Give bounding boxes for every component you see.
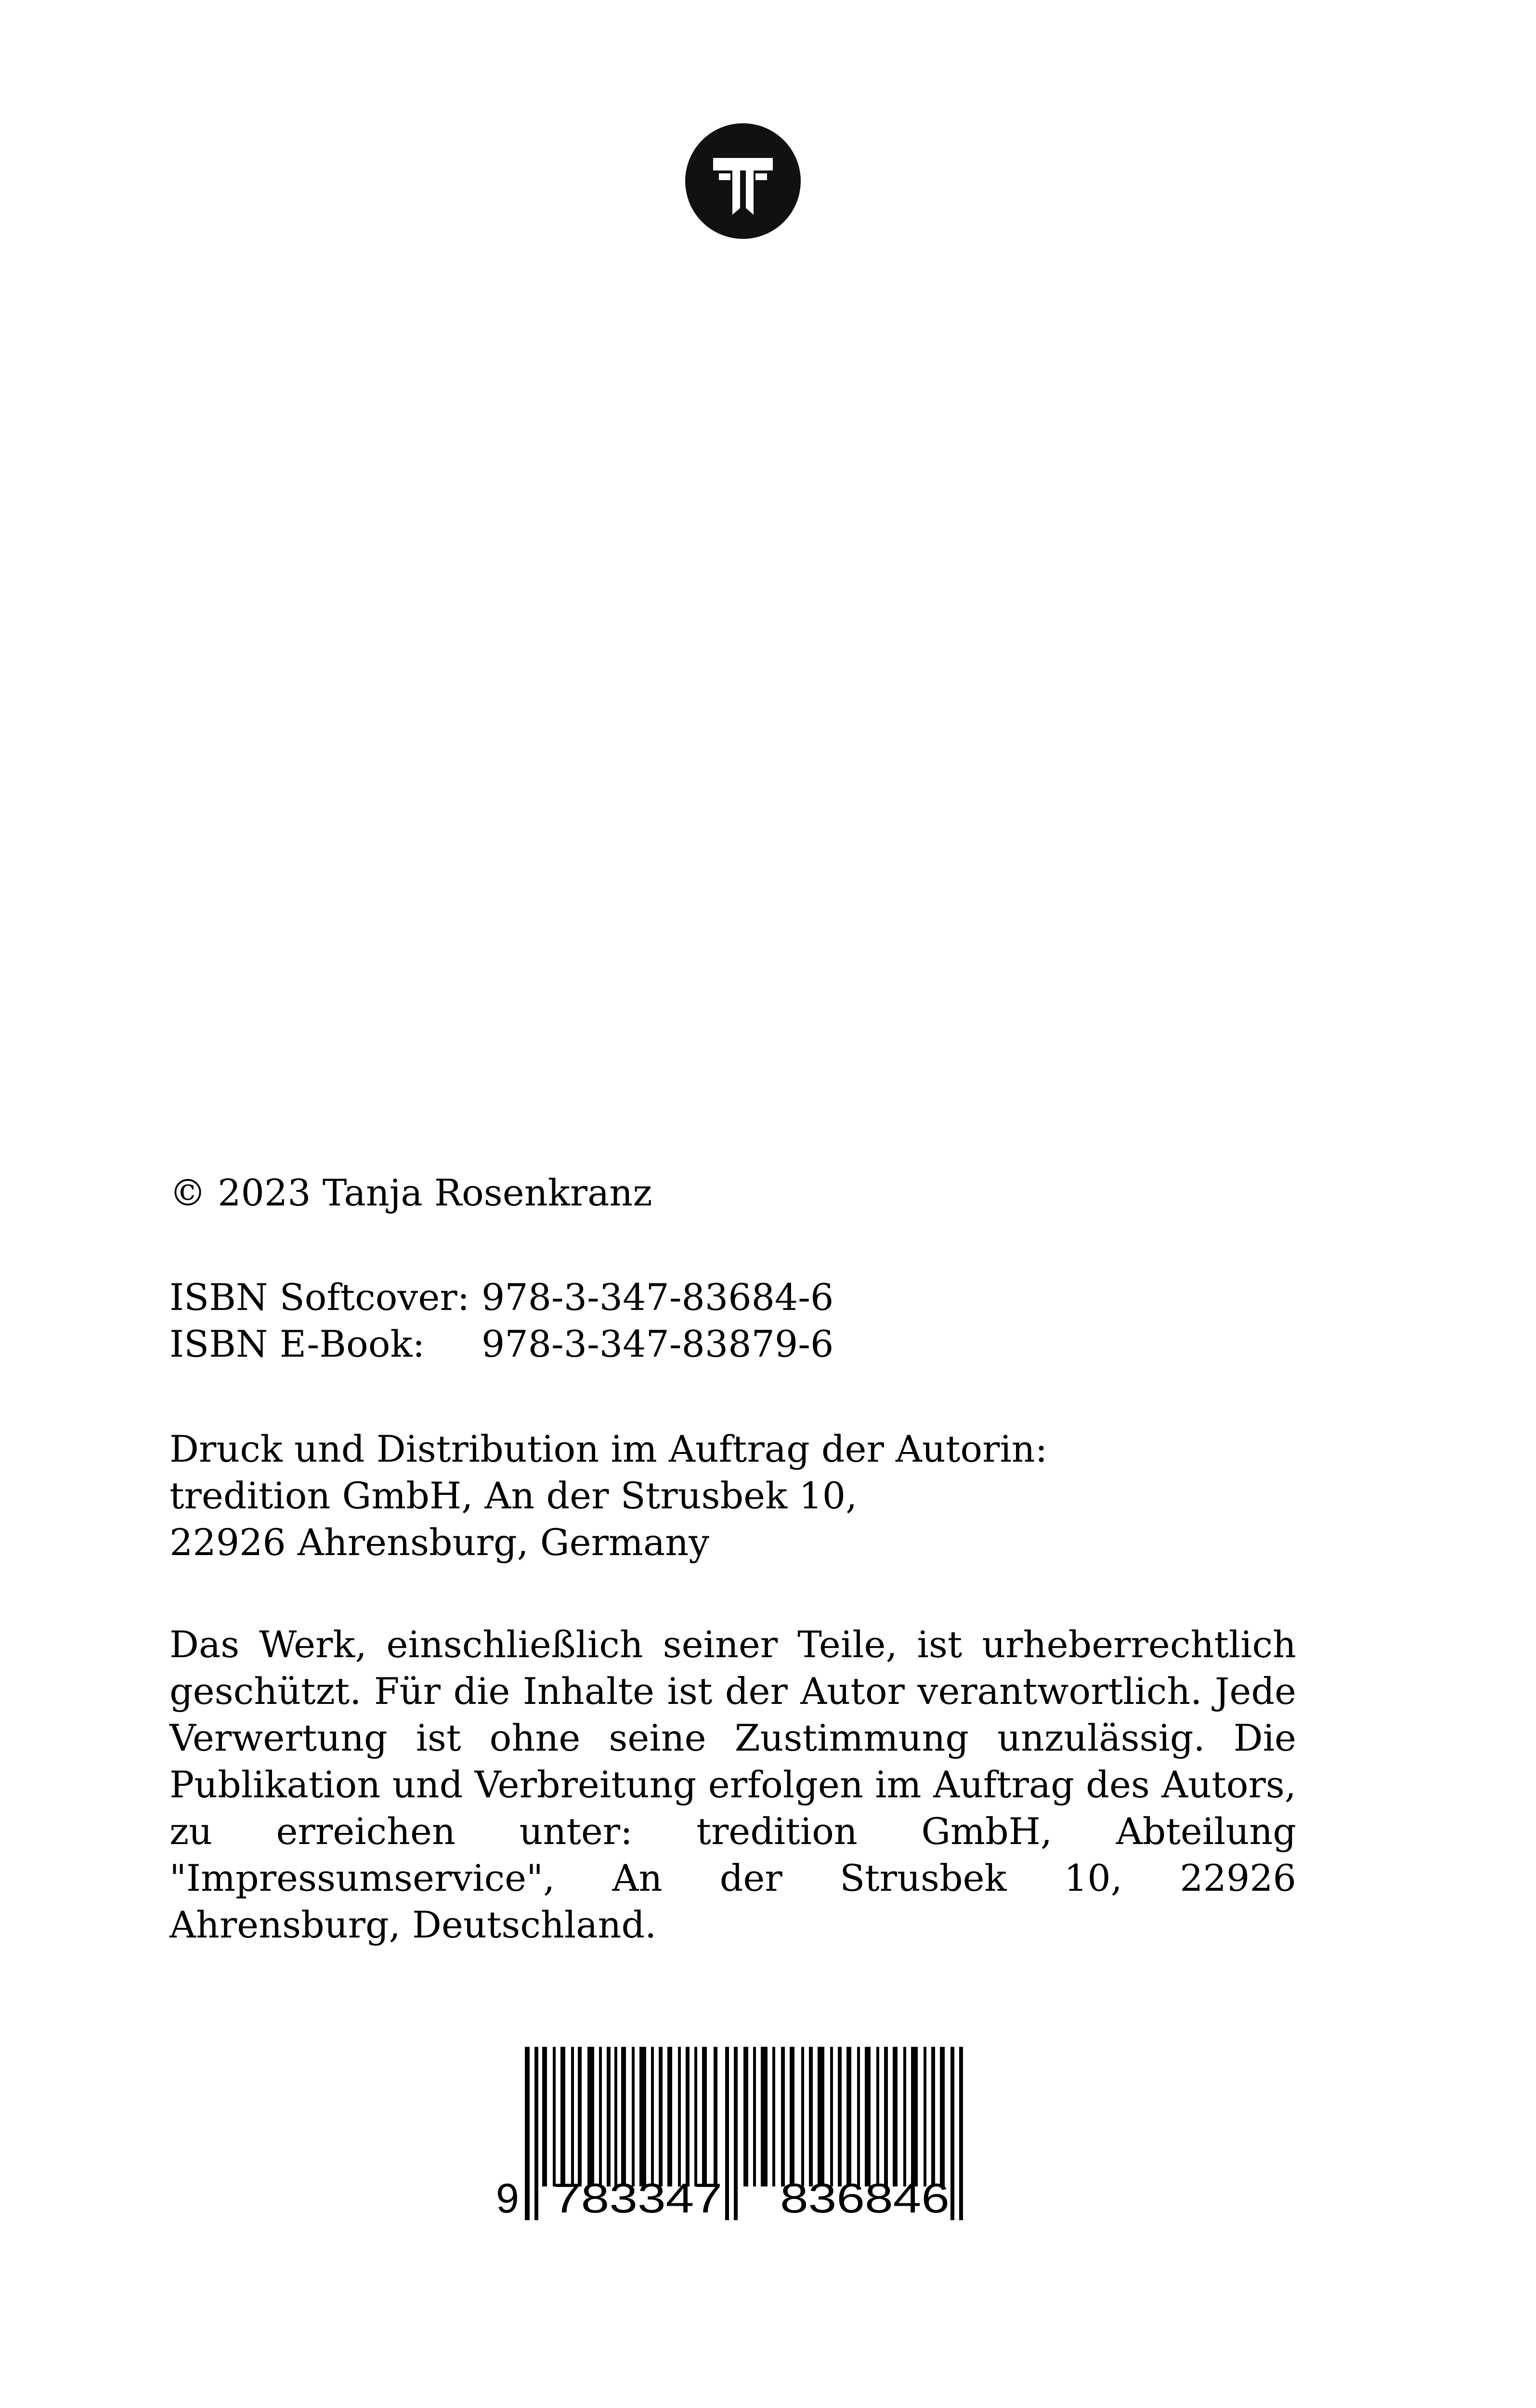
- barcode-bar: [838, 2047, 842, 2186]
- isbn-block: [169, 1274, 1296, 1367]
- barcode-bar: [781, 2047, 785, 2186]
- barcode-bar: [743, 2047, 748, 2186]
- barcode-bar: [809, 2047, 813, 2186]
- barcode-right-digits: 836846: [780, 2175, 950, 2220]
- barcode-bar: [761, 2047, 768, 2186]
- barcode-bar: [667, 2047, 672, 2186]
- barcode-guard-bar: [525, 2047, 530, 2220]
- barcode-bar: [678, 2047, 681, 2186]
- isbn-ebook-row: [169, 1321, 1296, 1367]
- barcode-bar: [553, 2047, 556, 2186]
- barcode-bar: [651, 2047, 654, 2186]
- barcode-bar: [614, 2047, 617, 2186]
- barcode-bar: [578, 2047, 582, 2186]
- barcode-bar: [931, 2047, 935, 2186]
- barcode-left-digits: 783347: [553, 2175, 722, 2220]
- printing-line-3: 22926 Ahrensburg, Germany: [169, 1521, 710, 1564]
- tredition-logo-icon: [685, 123, 801, 239]
- barcode-guard-bar: [534, 2047, 538, 2220]
- barcode-bar: [702, 2047, 707, 2186]
- isbn-softcover-row: [169, 1274, 1296, 1321]
- barcode-bar: [903, 2047, 906, 2186]
- barcode-bar: [830, 2047, 833, 2186]
- barcode-bar: [818, 2047, 824, 2186]
- barcode-bar: [639, 2047, 646, 2186]
- barcode-digits: [496, 2175, 950, 2220]
- isbn-ebook-value: 978-3-347-83879-6: [482, 1322, 834, 1365]
- legal-notice: Das Werk, einschließlich seiner Teile, ist urheberrechtlich geschützt. Für die Inhalte ist der Autor verantwortlich. Jede Verwertung ist ohne seine Zustimmung unzulässig. Die Publikation und Verbreitung erfolgen im Auftrag des Autors, zu erreichen unter: tredition GmbH, Abteilung "Impressumservice", An der Strusbek 10, 22926 Ahrensburg, Deutschland.: [169, 1623, 1296, 1946]
- barcode-bar: [940, 2047, 945, 2186]
- barcode-bar: [659, 2047, 663, 2186]
- barcode-bar: [911, 2047, 918, 2186]
- barcode-guard-bar: [725, 2047, 729, 2220]
- barcode-bar: [884, 2047, 888, 2186]
- barcode-bar: [686, 2047, 690, 2186]
- barcode-guard-bar: [950, 2047, 954, 2220]
- isbn-softcover-value: 978-3-347-83684-6: [482, 1276, 834, 1319]
- barcode-bar: [560, 2047, 565, 2186]
- barcode-bar: [753, 2047, 756, 2186]
- barcode-first-digit: 9: [496, 2175, 519, 2220]
- barcode-bar: [790, 2047, 794, 2186]
- printing-distribution-notice: [169, 1426, 1296, 1566]
- printing-line-1: Druck und Distribution im Auftrag der Autorin:: [169, 1427, 1048, 1470]
- barcode-bar: [587, 2047, 594, 2186]
- printing-line-2: tredition GmbH, An der Strusbek 10,: [169, 1474, 858, 1517]
- isbn-ebook-label: ISBN E-Book:: [169, 1322, 425, 1365]
- barcode-bar: [571, 2047, 574, 2186]
- barcode-bar: [714, 2047, 717, 2186]
- barcode-bar: [846, 2047, 851, 2186]
- barcode-bar: [865, 2047, 871, 2186]
- barcode-bar: [694, 2047, 697, 2186]
- barcode-bar: [632, 2047, 635, 2186]
- barcode-bar: [772, 2047, 775, 2186]
- isbn-softcover-label: ISBN Softcover:: [169, 1276, 470, 1319]
- barcode-bar: [857, 2047, 860, 2186]
- barcode-bar: [621, 2047, 626, 2186]
- copyright-notice: © 2023 Tanja Rosenkranz: [169, 1171, 652, 1214]
- barcode-bar: [542, 2047, 547, 2186]
- barcode-bar: [893, 2047, 898, 2186]
- barcode-bar: [607, 2047, 611, 2186]
- barcode-guard-bar: [734, 2047, 738, 2220]
- barcode-bar: [599, 2047, 602, 2186]
- barcode-bar: [876, 2047, 879, 2186]
- barcode-bar: [924, 2047, 926, 2186]
- barcode-guard-bar: [959, 2047, 963, 2220]
- isbn-barcode: [496, 2047, 997, 2220]
- barcode-bar: [801, 2047, 804, 2186]
